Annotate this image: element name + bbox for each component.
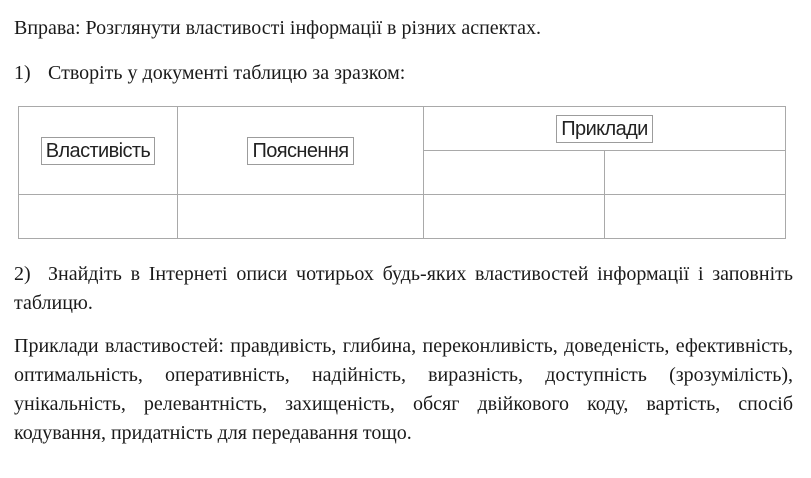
header-cell-examples: [424, 107, 786, 151]
step-1: [14, 62, 405, 85]
sample-table: [18, 106, 786, 239]
step-1-text: Створіть у документі таблицю за зразком:: [48, 62, 406, 84]
header-cell-explanation: [178, 107, 424, 195]
body-cell-example-2: [605, 195, 786, 239]
body-cell-explanation: [178, 195, 424, 239]
body-cell-property: [19, 195, 178, 239]
header-property: Властивість: [41, 137, 156, 165]
step-2-number: 2): [14, 263, 31, 285]
step-2: [14, 260, 793, 318]
subheader-cell-example-2: [605, 151, 786, 195]
subheader-cell-example-1: [424, 151, 605, 195]
body-cell-example-1: [424, 195, 605, 239]
examples-paragraph: Приклади властивостей: правдивість, глибина, переконливість, доведеність, ефективність, оптимальність, оперативність, надійність, виразність, доступність (зрозумілість), унікальність, релевантність, захищеність, обсяг двійкового коду, вартість, спосіб кодування, придатність для передавання тощо.: [14, 335, 793, 444]
exercise-heading: Вправа: Розглянути властивості інформації в різних аспектах.: [14, 17, 541, 39]
header-explanation: Пояснення: [247, 137, 353, 165]
header-examples: Приклади: [556, 115, 652, 143]
step-1-number: 1): [14, 62, 31, 84]
header-cell-property: [19, 107, 178, 195]
step-2-text: Знайдіть в Інтернеті описи чотирьох будь-яких властивостей інформації і заповніть таблицю.: [14, 263, 793, 314]
